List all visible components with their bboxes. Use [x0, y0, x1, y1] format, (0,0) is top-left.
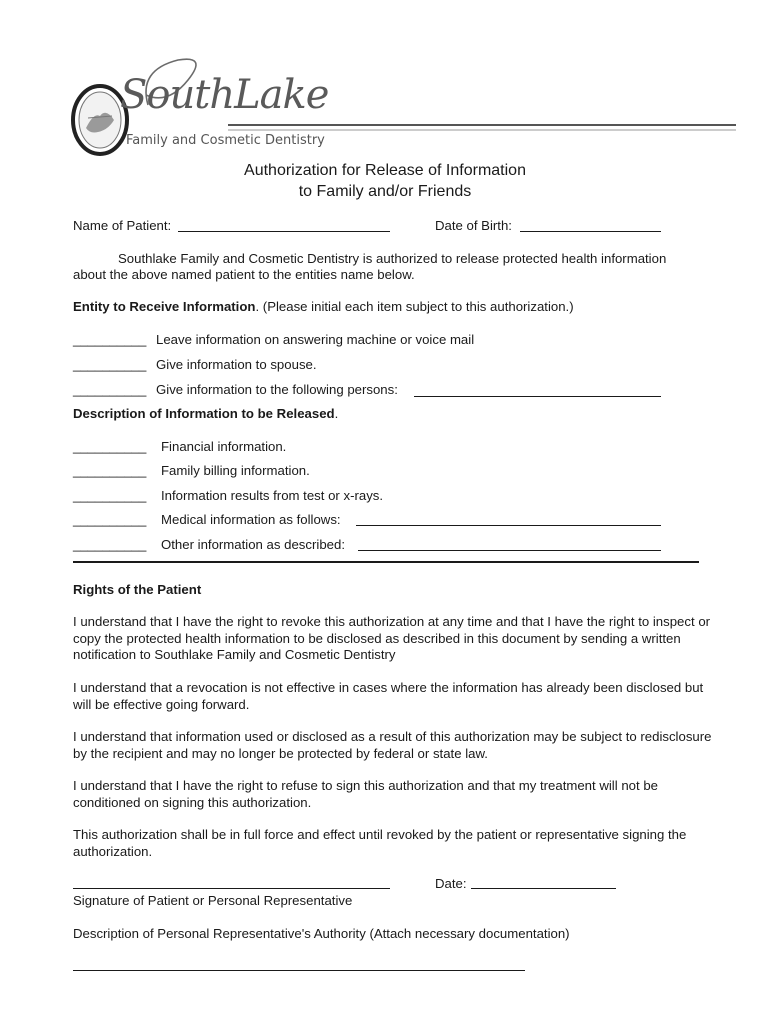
other-info-field[interactable] [358, 550, 661, 551]
entity-item-blank[interactable]: __________ [73, 332, 147, 347]
signature-label: Signature of Patient or Personal Representative [73, 893, 353, 908]
rights-heading: Rights of the Patient [73, 582, 202, 597]
description-item-label: Financial information. [161, 439, 287, 454]
entity-item-blank[interactable]: __________ [73, 382, 147, 397]
description-item-label: Information results from test or x-rays. [161, 488, 384, 503]
medical-info-field[interactable] [356, 525, 661, 526]
signature-date-field[interactable] [471, 888, 616, 889]
description-item-blank[interactable]: __________ [73, 512, 147, 527]
description-heading-row [73, 406, 338, 422]
patient-name-field[interactable] [178, 231, 390, 232]
rights-paragraph: I understand that I have the right to revoke this authorization at any time and that I have the right to inspect or copy the protected health information to be disclosed as described in this document by sending a written notification to Southlake Family and Cosmetic Dentistry [73, 614, 711, 662]
logo-subtitle: Family and Cosmetic Dentistry [126, 133, 325, 148]
rights-paragraph: I understand that information used or disclosed as a result of this authorization may be subject to redisclosure by the recipient and may no longer be protected by federal or state law. [73, 729, 712, 761]
document-title-line2: to Family and/or Friends [298, 183, 472, 200]
dob-field[interactable] [520, 231, 661, 232]
authority-label: Description of Personal Representative's Authority (Attach necessary documentation) [73, 926, 570, 941]
patient-name-label: Name of Patient: [73, 218, 172, 233]
description-item-blank[interactable]: __________ [73, 463, 147, 478]
section-divider [73, 561, 699, 563]
description-item-blank[interactable]: __________ [73, 439, 147, 454]
description-heading: Description of Information to be Released [73, 406, 335, 421]
intro-line2: about the above named patient to the entities name below. [73, 267, 415, 282]
description-heading-suffix: . [334, 406, 339, 421]
dob-label: Date of Birth: [435, 218, 512, 233]
signature-field[interactable] [73, 888, 390, 889]
description-item-label: Family billing information. [161, 463, 310, 478]
description-item-label: Other information as described: [161, 537, 345, 552]
rights-paragraph: This authorization shall be in full force and effect until revoked by the patient or representative signing the authorization. [73, 827, 687, 859]
date-label: Date: [435, 876, 467, 891]
entity-item-blank[interactable]: __________ [73, 357, 147, 372]
description-item-blank[interactable]: __________ [73, 537, 147, 552]
entity-heading-row [73, 299, 574, 315]
entity-heading: Entity to Receive Information [73, 299, 256, 314]
description-item-blank[interactable]: __________ [73, 488, 147, 503]
document-title-line1: Authorization for Release of Information [244, 162, 526, 179]
entity-note: . (Please initial each item subject to this authorization.) [255, 299, 574, 314]
intro-line1: Southlake Family and Cosmetic Dentistry is authorized to release protected health information [118, 251, 667, 266]
description-item-label: Medical information as follows: [161, 512, 341, 527]
authority-field[interactable] [73, 970, 525, 971]
persons-field[interactable] [414, 396, 661, 397]
rights-paragraph: I understand that I have the right to refuse to sign this authorization and that my treatment will not be conditioned on signing this authorization. [73, 778, 658, 810]
entity-item-label: Give information to the following persons: [156, 382, 398, 397]
entity-item-label: Leave information on answering machine or voice mail [156, 332, 475, 347]
rights-paragraph: I understand that a revocation is not effective in cases where the information has already been disclosed but will be effective going forward. [73, 680, 704, 712]
entity-item-label: Give information to spouse. [156, 357, 317, 372]
logo-script-name: SouthLake [120, 72, 329, 118]
